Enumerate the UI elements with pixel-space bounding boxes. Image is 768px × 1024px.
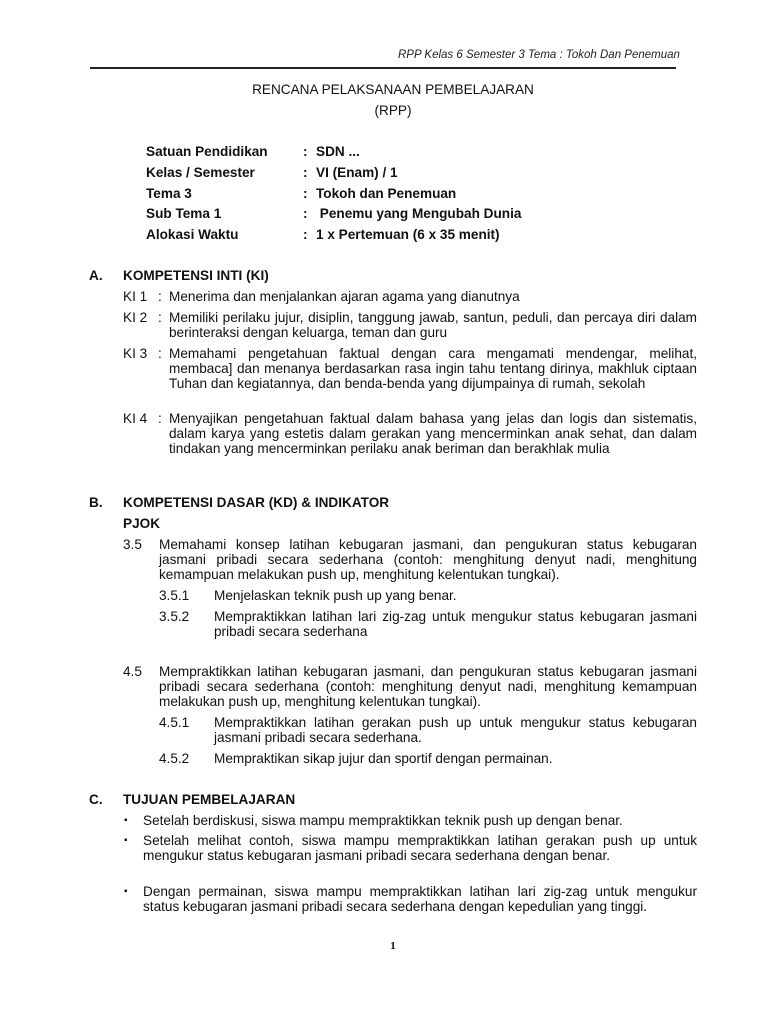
section-letter: A. — [89, 268, 103, 283]
info-colon: : — [303, 164, 308, 180]
info-label: Kelas / Semester — [146, 164, 255, 180]
tujuan-item: Setelah melihat contoh, siswa mampu mempraktikkan latihan gerakan push up untuk mengukur status kebugaran jasmani pribadi secara sederhana dengan benar. — [143, 833, 697, 863]
indicator-text: Menjelaskan teknik push up yang benar. — [214, 588, 457, 603]
info-label: Sub Tema 1 — [146, 206, 222, 222]
ki-text: Memiliki perilaku jujur, disiplin, tanggung jawab, santun, peduli, dan percaya diri dalam berinteraksi dengan keluarga, teman dan guru — [169, 310, 697, 340]
bullet-icon: ▪ — [124, 886, 128, 897]
ki-colon: : — [158, 346, 162, 361]
kd-number: 3.5 — [123, 537, 142, 552]
info-value: Tokoh dan Penemuan — [316, 185, 457, 201]
indicator-text: Mempraktikkan latihan gerakan push up untuk mengukur status kebugaran jasmani pribadi secara sederhana. — [214, 715, 697, 745]
info-colon: : — [303, 227, 308, 243]
indicator-number: 3.5.2 — [159, 609, 190, 624]
section-title: KOMPETENSI DASAR (KD) & INDIKATOR — [123, 495, 390, 510]
info-value: SDN ... — [316, 144, 360, 159]
info-value: VI (Enam) / 1 — [316, 164, 398, 180]
info-colon: : — [303, 206, 308, 222]
subject-label: PJOK — [123, 516, 161, 531]
kd-number: 4.5 — [123, 664, 142, 679]
section-letter: C. — [89, 792, 103, 807]
ki-number: KI 1 — [123, 289, 148, 304]
ki-text: Menyajikan pengetahuan faktual dalam bahasa yang jelas dan logis dan sistematis, dalam karya yang estetis dalam gerakan yang mencerminkan anak sehat, dan dalam tindakan yang mencerminkan perilaku anak beriman dan berakhlak mulia — [169, 411, 697, 456]
section-title: KOMPETENSI INTI (KI) — [123, 268, 269, 283]
info-label: Satuan Pendidikan — [146, 144, 268, 159]
indicator-text: Mempraktikkan latihan lari zig-zag untuk mengukur status kebugaran jasmani pribadi secara sederhana — [214, 609, 697, 639]
indicator-number: 4.5.2 — [159, 751, 190, 766]
info-value: Penemu yang Mengubah Dunia — [316, 206, 522, 222]
kd-text: Memahami konsep latihan kebugaran jasmani, dan pengukuran status kebugaran jasmani pribadi secara sederhana (contoh: menghitung denyut nadi, menghitung kemampuan melakukan push up, menghitung kelentukan tungkai). — [159, 537, 697, 582]
ki-text: Menerima dan menjalankan ajaran agama yang dianutnya — [169, 289, 520, 304]
section-title: TUJUAN PEMBELAJARAN — [123, 792, 296, 807]
ki-number: KI 2 — [123, 310, 148, 325]
indicator-number: 4.5.1 — [159, 715, 190, 730]
section-letter: B. — [89, 495, 103, 510]
bullet-icon: ▪ — [124, 835, 128, 846]
tujuan-item: Setelah berdiskusi, siswa mampu mempraktikkan teknik push up dengan benar. — [143, 813, 623, 828]
indicator-number: 3.5.1 — [159, 588, 190, 603]
info-colon: : — [303, 144, 308, 159]
page-number: 1 — [390, 940, 396, 952]
ki-colon: : — [158, 310, 162, 325]
info-label: Alokasi Waktu — [146, 227, 239, 243]
indicator-text: Mempraktikan sikap jujur dan sportif dengan permainan. — [214, 751, 553, 766]
bullet-icon: ▪ — [124, 815, 128, 826]
ki-colon: : — [158, 289, 162, 304]
header-rule — [90, 67, 676, 69]
document-title: RENCANA PELAKSANAAN PEMBELAJARAN — [252, 82, 534, 97]
info-colon: : — [303, 185, 308, 201]
info-label: Tema 3 — [146, 185, 192, 201]
ki-text: Memahami pengetahuan faktual dengan cara mengamati mendengar, melihat, membaca] dan menanya berdasarkan rasa ingin tahu tentang dirinya, makhluk ciptaan Tuhan dan kegiatannya, dan benda-benda yang dijumpainya di rumah, sekolah — [169, 346, 697, 391]
info-value: 1 x Pertemuan (6 x 35 menit) — [316, 227, 500, 243]
running-header: RPP Kelas 6 Semester 3 Tema : Tokoh Dan Penemuan — [398, 49, 680, 61]
ki-number: KI 3 — [123, 346, 148, 361]
ki-colon: : — [158, 411, 162, 426]
document-subtitle: (RPP) — [374, 103, 412, 118]
tujuan-item: Dengan permainan, siswa mampu mempraktikkan latihan lari zig-zag untuk mengukur status kebugaran jasmani pribadi secara sederhana dengan kepedulian yang tinggi. — [143, 884, 697, 914]
ki-number: KI 4 — [123, 411, 148, 426]
kd-text: Mempraktikkan latihan kebugaran jasmani, dan pengukuran status kebugaran jasmani pribadi secara sederhana (contoh: menghitung denyut nadi, menghitung kemampuan melakukan push up, menghitung kelentukan tungkai). — [159, 664, 697, 709]
